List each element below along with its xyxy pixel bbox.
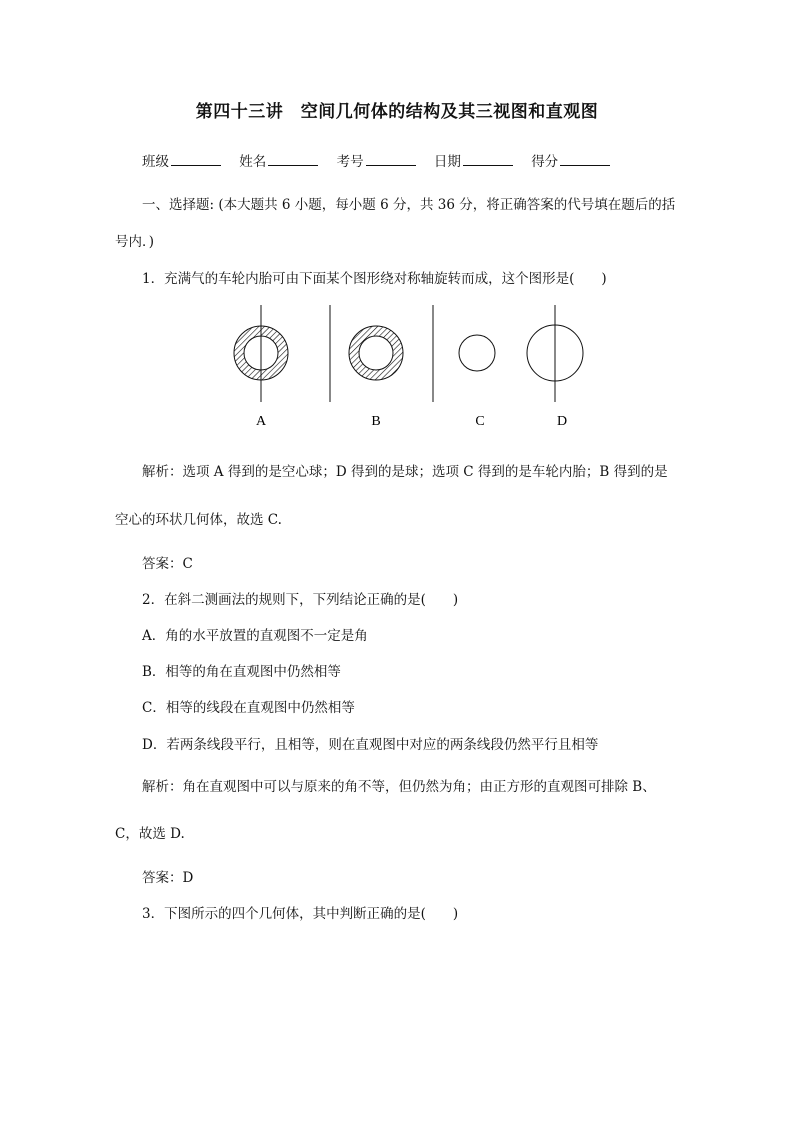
- question-1-figure: [200, 300, 620, 430]
- page-title: 第四十三讲 空间几何体的结构及其三视图和直观图: [195, 102, 599, 122]
- field-score: 得分: [531, 150, 610, 170]
- figure-label-a: A: [255, 414, 267, 429]
- figure-label-d: D: [556, 414, 568, 429]
- question-1-answer: 答案：C: [142, 556, 193, 572]
- field-class: 班级: [142, 150, 221, 170]
- question-2-option-d: D．若两条线段平行，且相等，则在直观图中对应的两条线段仍然平行且相等: [142, 737, 599, 753]
- field-name: 姓名: [239, 150, 318, 170]
- question-2-option-a: A．角的水平放置的直观图不一定是角: [142, 628, 368, 644]
- student-info-fields: [142, 150, 624, 170]
- question-2-answer: 答案：D: [142, 870, 194, 886]
- blank-line: [560, 153, 610, 166]
- field-date: 日期: [434, 150, 513, 170]
- revolution-shapes-diagram: [200, 300, 620, 430]
- figure-label-b: B: [371, 414, 381, 429]
- question-2-analysis-continued: C，故选 D.: [115, 826, 185, 842]
- blank-line: [366, 153, 416, 166]
- question-2-analysis: 解析：角在直观图中可以与原来的角不等，但仍然为角；由正方形的直观图可排除 B、: [142, 779, 656, 795]
- question-2-option-c: C．相等的线段在直观图中仍然相等: [142, 700, 355, 716]
- option-b-shape: [330, 305, 403, 402]
- field-exam-number: 考号: [337, 150, 416, 170]
- question-3-stem: 3．下图所示的四个几何体，其中判断正确的是( ): [142, 906, 459, 922]
- question-2-stem: 2．在斜二测画法的规则下，下列结论正确的是( ): [142, 592, 459, 608]
- option-c-shape: [433, 305, 495, 402]
- blank-line: [171, 153, 221, 166]
- blank-line: [268, 153, 318, 166]
- figure-label-c: C: [475, 414, 485, 429]
- section-heading: 一、选择题: (本大题共 6 小题，每小题 6 分，共 36 分，将正确答案的代号填在题后的括: [142, 197, 676, 213]
- option-a-shape: [234, 305, 288, 402]
- blank-line: [463, 153, 513, 166]
- question-1-stem: 1．充满气的车轮内胎可由下面某个图形绕对称轴旋转而成，这个图形是( ): [142, 271, 607, 287]
- question-1-analysis-continued: 空心的环状几何体，故选 C.: [115, 512, 282, 528]
- option-d-shape: [527, 305, 583, 402]
- section-heading-continued: 号内．): [115, 234, 155, 250]
- question-1-analysis: 解析：选项 A 得到的是空心球；D 得到的是球；选项 C 得到的是车轮内胎；B 得到的是: [142, 464, 668, 480]
- question-2-option-b: B．相等的角在直观图中仍然相等: [142, 664, 341, 680]
